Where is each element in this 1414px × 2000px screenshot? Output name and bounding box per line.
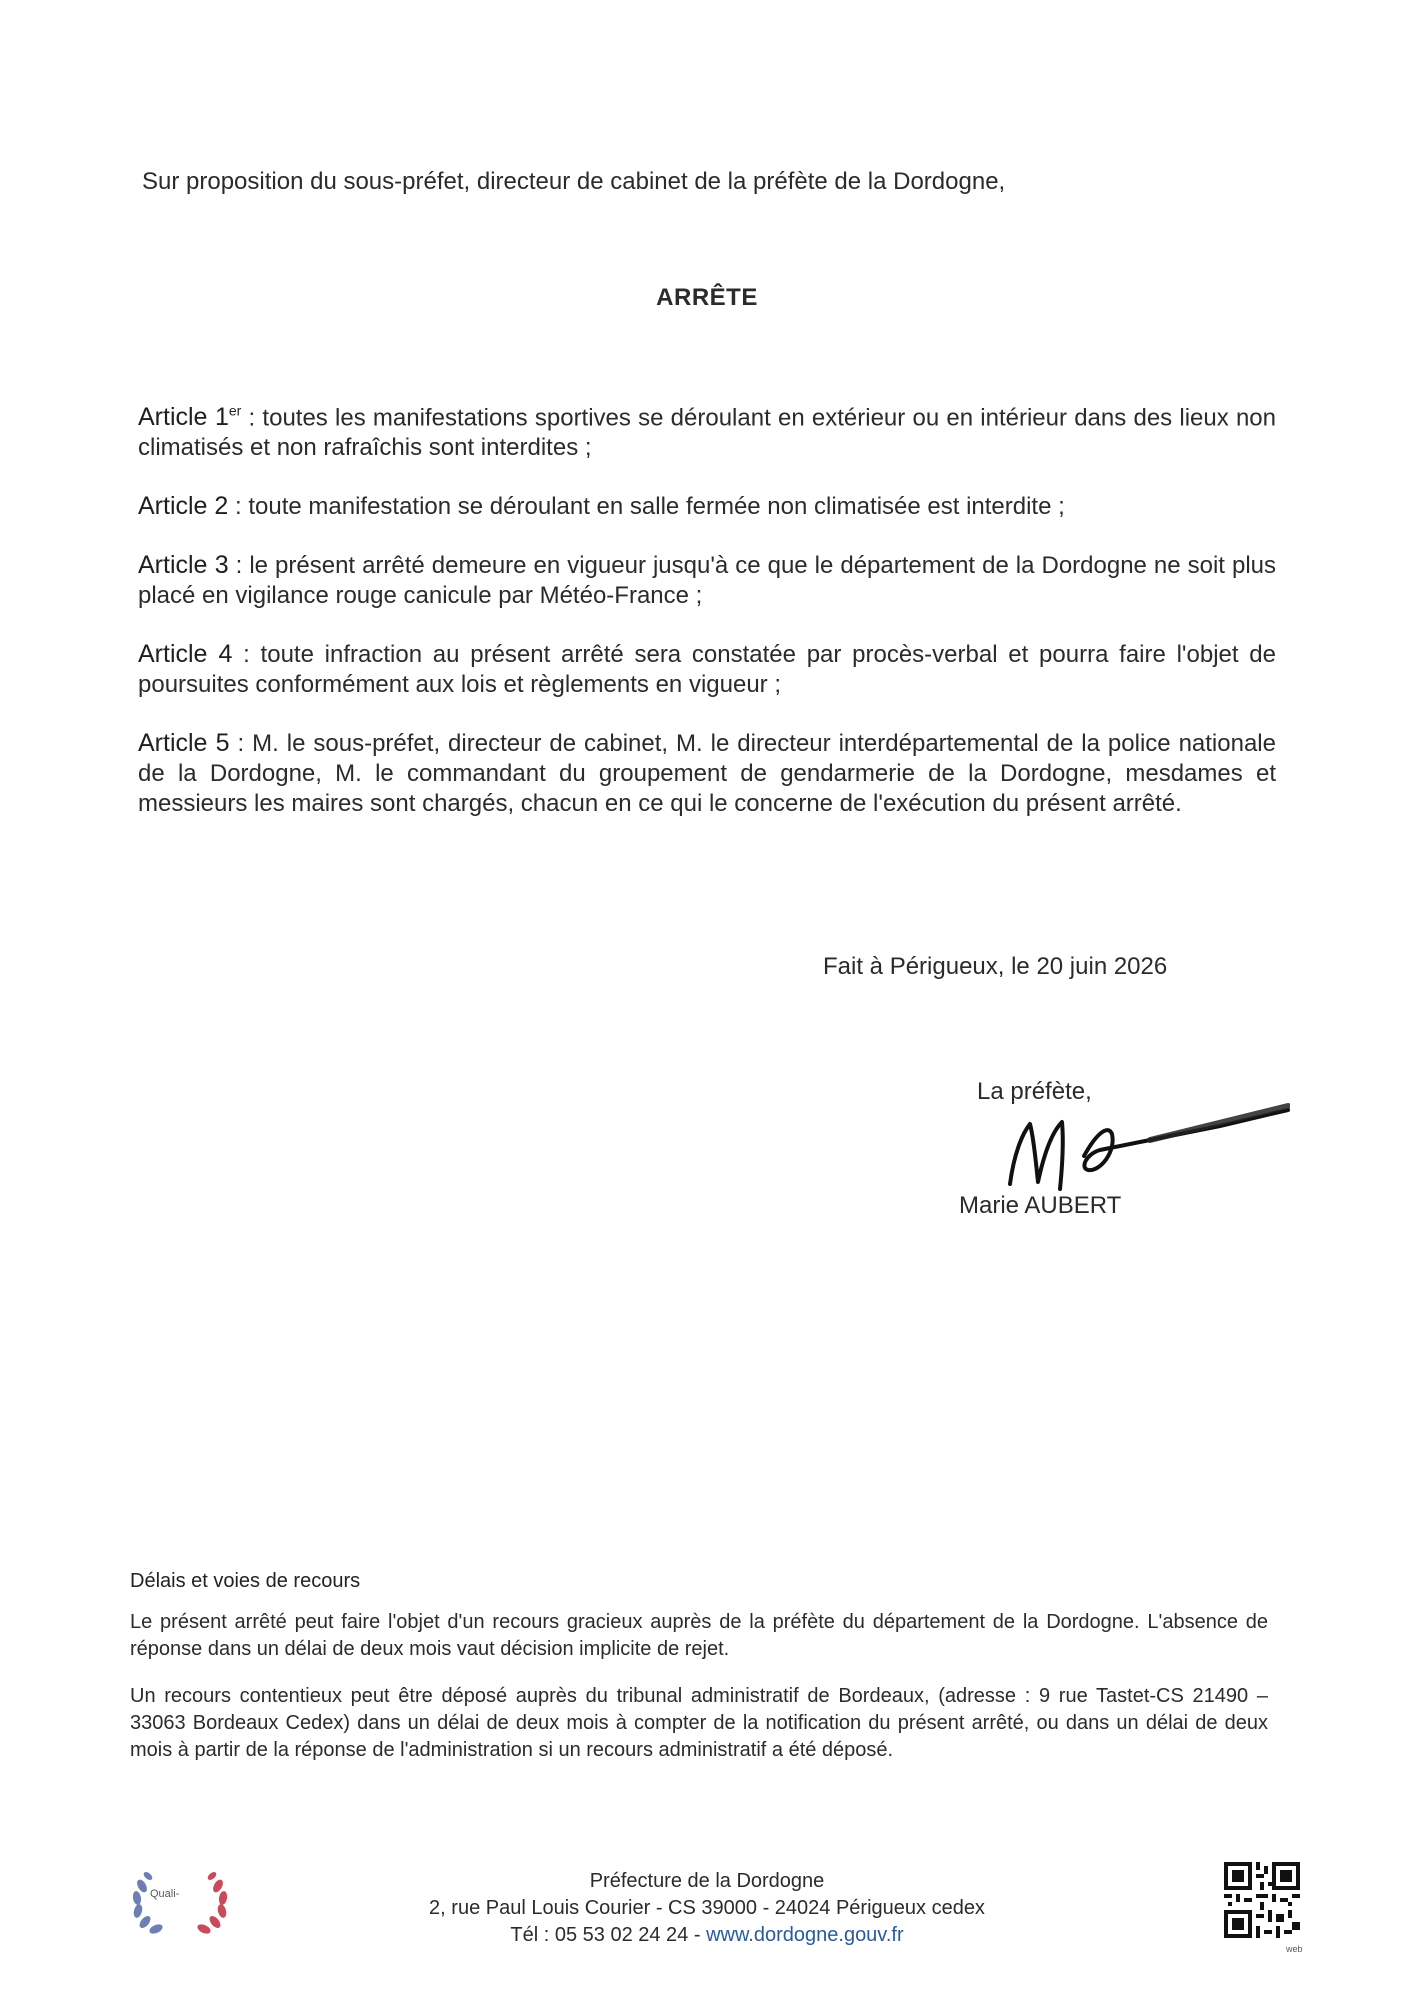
appeal-paragraph-1: Le présent arrêté peut faire l'objet d'un recours gracieux auprès de la préfète du département de la Dordogne. L'absence de réponse dans un délai de deux mois vaut décision implicite de rejet. xyxy=(130,1611,1268,1660)
handwritten-signature xyxy=(1000,1094,1290,1204)
articles-list xyxy=(138,396,1276,847)
article-label: Article 2 xyxy=(138,492,229,521)
place-date: Fait à Périgueux, le 20 juin 2026 xyxy=(823,953,1168,980)
article-1: Article 1er : toutes les manifestations sportives se déroulant en extérieur ou en intérieur dans des lieux non climatisés et non rafraîchis sont interdites ; xyxy=(138,403,1276,462)
footer-website-link[interactable]: www.dordogne.gouv.fr xyxy=(706,1924,904,1946)
appeal-title: Délais et voies de recours xyxy=(130,1570,361,1592)
arrete-heading: ARRÊTE xyxy=(656,284,758,311)
logo-text: Quali- xyxy=(150,1888,180,1900)
footer-contact xyxy=(0,1922,1414,1949)
qr-code-icon[interactable] xyxy=(1224,1862,1300,1938)
appeal-paragraph-2: Un recours contentieux peut être déposé auprès du tribunal administratif de Bordeaux, (adresse : 9 rue Tastet-CS 21490 – 33063 Bordeaux Cedex) dans un délai de deux mois à compter de la notification du présent arrêté, ou dans un délai de deux mois à partir de la réponse de l'administration si un recours administratif a été déposé. xyxy=(130,1685,1268,1761)
article-text: M. le sous-préfet, directeur de cabinet, M. le directeur interdépartemental de la police nationale de la Dordogne, M. le commandant du groupement de gendarmerie de la Dordogne, mesdames et messieurs les maires sont chargés, chacun en ce qui le concerne de l'exécution du présent arrêté. xyxy=(138,730,1276,818)
footer xyxy=(0,1868,1414,1949)
intro-paragraph: Sur proposition du sous-préfet, directeur de cabinet de la préfète de la Dordogne, xyxy=(142,168,1006,195)
article-5: Article 5 : M. le sous-préfet, directeur de cabinet, M. le directeur interdépartemental de la police nationale de la Dordogne, M. le commandant du groupement de gendarmerie de la Dordogne, mesdames et messieurs les maires sont chargés, chacun en ce qui le concerne de l'exécution du présent arrêté. xyxy=(138,729,1276,818)
article-label: Article 1er xyxy=(138,403,242,432)
article-3: Article 3 : le présent arrêté demeure en vigueur jusqu'à ce que le département de la Dordogne ne soit plus placé en vigilance rouge canicule par Météo-France ; xyxy=(138,551,1276,610)
signatory-role: La préfète, xyxy=(977,1078,1092,1105)
signature-block xyxy=(950,1072,1300,1232)
article-text: toutes les manifestations sportives se déroulant en extérieur ou en intérieur dans des lieux non climatisés et non rafraîchis sont interdites ; xyxy=(138,404,1276,462)
article-4: Article 4 : toute infraction au présent arrêté sera constatée par procès-verbal et pourra faire l'objet de poursuites conformément aux lois et règlements en vigueur ; xyxy=(138,640,1276,699)
article-text: toute infraction au présent arrêté sera constatée par procès-verbal et pourra faire l'objet de poursuites conformément aux lois et règlements en vigueur ; xyxy=(138,641,1276,699)
footer-address: 2, rue Paul Louis Courier - CS 39000 - 24024 Périgueux cedex xyxy=(429,1897,985,1919)
article-text: le présent arrêté demeure en vigueur jusqu'à ce que le département de la Dordogne ne soit plus placé en vigilance rouge canicule par Météo-France ; xyxy=(138,552,1276,610)
article-label: Article 3 xyxy=(138,551,229,580)
qr-caption: web xyxy=(1286,1944,1303,1954)
appeal-section xyxy=(130,1568,1268,1784)
article-label: Article 5 xyxy=(138,729,230,758)
footer-phone: Tél : 05 53 02 24 24 - xyxy=(510,1924,707,1946)
signatory-name: Marie AUBERT xyxy=(959,1192,1122,1219)
footer-org: Préfecture de la Dordogne xyxy=(589,1870,825,1892)
article-text: toute manifestation se déroulant en salle fermée non climatisée est interdite ; xyxy=(248,493,1065,521)
article-2: Article 2 : toute manifestation se déroulant en salle fermée non climatisée est interdite ; xyxy=(138,492,1065,521)
article-label: Article 4 xyxy=(138,640,233,669)
